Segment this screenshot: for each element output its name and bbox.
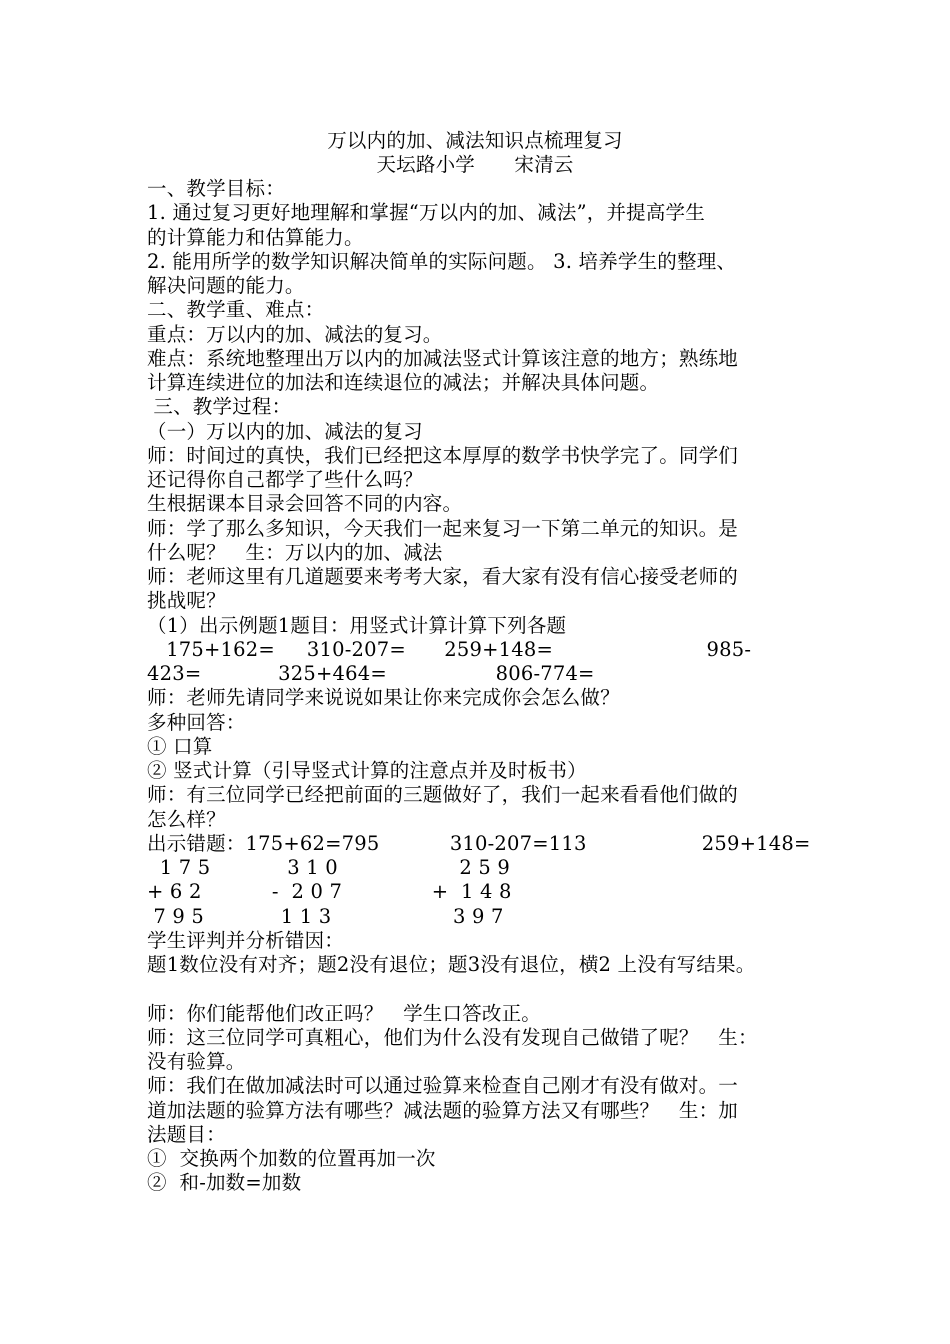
body-line: （一）万以内的加、减法的复习 xyxy=(147,419,423,443)
body-line: 1. 通过复习更好地理解和掌握“万以内的加、减法”，并提高学生 xyxy=(147,201,705,225)
body-line: 解决问题的能力。 xyxy=(147,274,305,297)
body-line: 师：老师先请同学来说说如果让你来完成你会怎么做？ xyxy=(147,686,620,710)
body-line: 二、教学重、难点： xyxy=(147,298,325,322)
body-line: 生根据课本目录会回答不同的内容。 xyxy=(147,492,463,516)
document-title: 万以内的加、减法知识点梳理复习 xyxy=(327,129,623,152)
body-line: 计算连续进位的加法和连续退位的减法；并解决具体问题。 xyxy=(147,371,660,394)
body-line: 2. 能用所学的数学知识解决简单的实际问题。 3. 培养学生的整理、 xyxy=(147,249,737,273)
body-line: 三、教学过程： xyxy=(147,395,292,419)
body-line: 175+162= 310-207= 259+148= 985- xyxy=(147,637,752,661)
body-line: 题1数位没有对齐；题2没有退位；题3没有退位，横2 上没有写结果。 xyxy=(147,953,756,976)
body-line: 师：时间过的真快，我们已经把这本厚厚的数学书快学完了。同学们 xyxy=(147,443,739,467)
body-line: 师：老师这里有几道题要来考考大家，看大家有没有信心接受老师的 xyxy=(147,565,739,588)
body-line: 师：你们能帮他们改正吗？ 学生口答改正。 xyxy=(147,1001,542,1025)
body-line: 学生评判并分析错因： xyxy=(147,928,345,952)
body-line: 423= 325+464= 806-774= xyxy=(147,662,595,685)
body-line: 师：学了那么多知识，今天我们一起来复习一下第二单元的知识。是 xyxy=(147,516,739,540)
body-line: 什么呢？ 生：万以内的加、减法 xyxy=(147,540,443,564)
body-line: 没有验算。 xyxy=(147,1050,246,1073)
body-line: 重点：万以内的加、减法的复习。 xyxy=(147,322,443,346)
body-line: 出示错题：175+62=795 310-207=113 259+148= xyxy=(147,831,811,855)
body-line: 师：这三位同学可真粗心，他们为什么没有发现自己做错了呢？ 生： xyxy=(147,1025,758,1049)
body-line: ① 交换两个加数的位置再加一次 xyxy=(147,1147,436,1170)
body-line: 的计算能力和估算能力。 xyxy=(147,225,364,249)
body-line: 难点：系统地整理出万以内的加减法竖式计算该注意的地方；熟练地 xyxy=(147,346,739,370)
body-line: 师：有三位同学已经把前面的三题做好了，我们一起来看看他们做的 xyxy=(147,783,739,807)
body-line: 多种回答： xyxy=(147,710,246,734)
body-line: （1）出示例题1题目：用竖式计算计算下列各题 xyxy=(147,613,567,637)
body-line: ① 口算 xyxy=(147,734,213,758)
body-line: 怎么样？ xyxy=(147,807,226,831)
body-line: ② 竖式计算（引导竖式计算的注意点并及时板书） xyxy=(147,759,587,782)
body-line: 道加法题的验算方法有哪些？减法题的验算方法又有哪些？ 生：加 xyxy=(147,1098,739,1122)
document-author: 天坛路小学 宋清云 xyxy=(376,153,574,176)
body-line: 师：我们在做加减法时可以通过验算来检查自己刚才有没有做对。一 xyxy=(147,1074,739,1098)
body-line: 一、教学目标： xyxy=(147,177,285,200)
body-line: 7 9 5 1 1 3 3 9 7 xyxy=(147,904,504,928)
body-line: 法题目： xyxy=(147,1122,226,1146)
body-line: 1 7 5 3 1 0 2 5 9 xyxy=(147,856,510,879)
body-line: + 6 2 - 2 0 7 + 1 4 8 xyxy=(147,880,512,904)
body-line: 还记得你自己都学了些什么吗？ xyxy=(147,468,423,491)
body-line: ② 和-加数=加数 xyxy=(147,1171,302,1195)
body-line: 挑战呢？ xyxy=(147,589,226,613)
